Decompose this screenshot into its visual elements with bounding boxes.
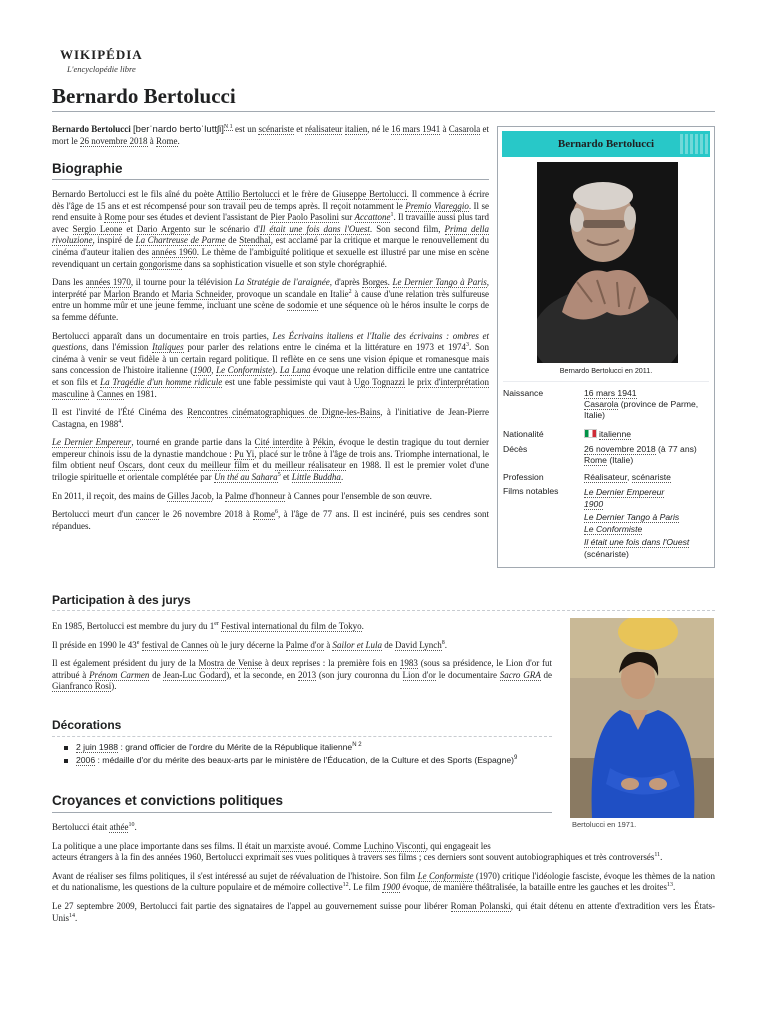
- chartreuse-link[interactable]: La Chartreuse de Parme: [135, 235, 226, 246]
- bio-paragraph-7: Bertolucci meurt d'un cancer le 26 novembre 2018 à Rome$^6$, à l'âge de 77 ans. Il est incinéré, puis ses cendres sont répandues.: [52, 509, 489, 531]
- infobox-title: Bernardo Bertolucci: [502, 131, 710, 157]
- jacob-link[interactable]: Gilles Jacob: [167, 490, 212, 501]
- croyances-content: [52, 822, 715, 931]
- casarola-link[interactable]: Casarola: [448, 124, 481, 134]
- section-jurys-heading: Participation à des jurys: [52, 593, 191, 607]
- decoration-item-1: 2 juin 1988 : grand officier de l'ordre du Mérite de la République italienne$^{N 2}$: [52, 742, 552, 754]
- puyi-link[interactable]: Pu Yi: [234, 448, 255, 459]
- attilio-link[interactable]: Attilio Bertolucci: [216, 189, 280, 199]
- croyances-paragraph-1: Bertolucci était athée$^{10}$.: [52, 822, 137, 832]
- pasolini-link[interactable]: Pier Paolo Pasolini: [270, 212, 339, 223]
- giuseppe-link[interactable]: Giuseppe Bertolucci: [332, 189, 407, 199]
- cite-interdite-link[interactable]: Cité interdite: [254, 437, 303, 448]
- logo-tagline: L'encyclopédie libre: [66, 64, 136, 74]
- gongorisme-link[interactable]: gongorisme: [139, 258, 182, 269]
- jurys-paragraph-2: Il préside en 1990 le 43e festival de Cannes où le jury décerne la Palme d'or à Sailor et Lula de David Lynch$^8$.: [52, 639, 447, 650]
- annees-1960-link[interactable]: années 1960: [151, 246, 197, 257]
- ib-film-link[interactable]: Il était une fois dans l'Ouest: [584, 536, 690, 547]
- marxiste-link[interactable]: marxiste: [273, 840, 305, 851]
- film-strip-icon: [680, 134, 708, 154]
- logo-title: WIKIPÉDIA: [60, 47, 143, 62]
- lynch-link[interactable]: David Lynch: [395, 639, 442, 650]
- prima-link[interactable]: Prima della rivoluzione: [52, 223, 490, 246]
- rosi-link[interactable]: Gianfranco Rosi: [52, 681, 112, 692]
- accattone-link[interactable]: Accattone: [354, 212, 391, 223]
- bio-paragraph-6: En 2011, il reçoit, des mains de Gilles Jacob, la Palme d'honneur à Cannes pour l'ensemble de son œuvre.: [52, 490, 432, 501]
- mostra-1983-link[interactable]: 1983: [399, 658, 418, 669]
- borges-link[interactable]: Borges: [362, 277, 388, 288]
- sahara-link[interactable]: Un thé au Sahara: [213, 472, 278, 483]
- cannes-link[interactable]: Cannes: [97, 388, 124, 399]
- sodomie-link[interactable]: sodomie: [287, 300, 318, 311]
- jurys-content: [52, 621, 552, 700]
- pekin-link[interactable]: Pékin: [312, 437, 334, 448]
- ib-film-link[interactable]: 1900: [584, 499, 604, 510]
- annees-1970-link[interactable]: années 1970: [85, 277, 131, 288]
- godard-link[interactable]: Jean-Luc Godard: [163, 669, 227, 680]
- bio-paragraph-5: Le Dernier Empereur, tourné en grande partie dans la Cité interdite à Pékin, évoque le destin tragique du tout dernier empereur chinois issu de la dynastie mandchoue : Pu Yi, placé sur le trône à l'âge de trois ans. Triomphe international, le film obtient neuf Oscars, dont ceux du meilleur film et du meilleur réalisateur en 1988. Il est le premier volet d'une trilogie spirituelle et orientale complétée par Un thé au Sahara$^5$ et Little Buddha.: [52, 437, 490, 483]
- croyances-paragraph-3: Avant de réaliser ses films politiques, il s'est intéressé au sujet de réévaluation de l'histoire. Son film Le Conformiste (1970) critique l'idéologie fasciste, évoque les thèmes de la nation et du nationalisme, les questions de la culture populaire et de mémoire collective$^{12}$. Le film 1900 évoque, de manière théâtralisée, la bataille entre les gauches et les droites$^{13}$.: [52, 870, 715, 893]
- bio-paragraph-4: Il est l'invité de l'Été Cinéma des Rencontres cinématographiques de Digne-les-Bains, à l'initiative de Jean-Pierre Castagna, en 1988$^4$.: [52, 407, 489, 429]
- bio-paragraph-1: Bernardo Bertolucci est le fils aîné du poète Attilio Bertolucci et le frère de Giuseppe Bertolucci. Il commence à écrire dès l'âge de 15 ans et est récompensé pour son travail peu de temps après. Il reçoit notamment le Premio Viareggio. Il se rend ensuite à Rome pour ses études et devient l'assistant de Pier Paolo Pasolini sur Accattone$^1$. Il travaille aussi plus tard avec Sergio Leone et Dario Argento sur le scénario d'Il était une fois dans l'Ouest. Son second film, Prima della rivoluzione, inspiré de La Chartreuse de Parme de Stendhal, est acclamé par la critique et marque le renouvellement du cinéma d'auteur italien des années 1960. Le thème de l'ambiguïté politique et sexuelle est illustré par une mise en scène revendiquant un certain gongorisme dans sa sophistication visuelle et son style chorégraphié.: [52, 189, 490, 269]
- empereur-link[interactable]: Le Dernier Empereur: [52, 437, 132, 448]
- jurys-paragraph-3: Il est également président du jury de la Mostra de Venise à deux reprises : la première fois en 1983 (sous sa présidence, le Lion d'or fut attribué à Prénom Carmen de Jean-Luc Godard), et la seconde, en 2013 (son jury couronna du Lion d'or le documentaire Sacro GRA de Gianfranco Rosi).: [52, 658, 553, 692]
- bio-paragraph-2: Dans les années 1970, il tourne pour la télévision La Stratégie de l'araignée, d'après Borges. Le Dernier Tango à Paris, interprété par Marlon Brando et Maria Schneider, provoque un scandale en Italie$^2$ à cause d'une relation très sulfureuse entre un homme mûr et une jeune femme, incluant une scène de sodomie et une séquence où le héros insulte le corps de sa femme défunte.: [52, 277, 489, 322]
- tokyo-festival-link[interactable]: Festival international du film de Tokyo: [221, 621, 362, 631]
- intro-paragraph: Bernardo Bertolucci [berˈnardo bertoˈluttʃi]$^{N 1}$ est un scénariste et réalisateur italien, né le 16 mars 1941 à Casarola et mort le 26 novembre 2018 à Rome.: [52, 124, 490, 146]
- infobox-divider: [503, 381, 709, 382]
- croyances-paragraph-2: La politique a une place importante dans ses films. Il était un marxiste avoué. Comme Luchino Visconti, qui engageait les acteurs étrangers à la fin des années 1960, Bertolucci exprimait ses vues politiques à travers ses films ; ces derniers sont souvent autobiographiques et très controversés$^{11}$.: [52, 840, 663, 863]
- prix-link[interactable]: prix d'interprétation masculine: [52, 376, 489, 399]
- athee-link[interactable]: athée: [109, 822, 129, 832]
- stendhal-link[interactable]: Stendhal: [239, 235, 271, 246]
- note-n1-link[interactable]: N 1: [223, 124, 233, 130]
- italy-flag-icon: [584, 429, 597, 438]
- rencontres-link[interactable]: Rencontres cinématographiques de Digne-les-Bains: [187, 407, 381, 418]
- section-divider: [52, 179, 489, 180]
- tango-link[interactable]: Le Dernier Tango à Paris: [392, 277, 487, 288]
- leone-link[interactable]: Sergio Leone: [72, 223, 123, 234]
- decorations-content: [52, 742, 552, 767]
- jurys-paragraph-1: En 1985, Bertolucci est membre du jury du 1er Festival international du film de Tokyo.: [52, 621, 364, 631]
- year-2006-link[interactable]: 2006: [76, 754, 96, 765]
- mostra-2013-link[interactable]: 2013: [298, 669, 317, 680]
- rome-link[interactable]: Rome: [104, 212, 126, 223]
- meilleur-film-link[interactable]: meilleur film: [200, 460, 250, 471]
- portrait-photo-2011[interactable]: [537, 162, 678, 363]
- argento-link[interactable]: Dario Argento: [136, 223, 191, 234]
- palme-or-link[interactable]: Palme d'or: [285, 639, 324, 650]
- ib-scenariste-link[interactable]: scénariste: [631, 472, 671, 482]
- date-1988-link[interactable]: 2 juin 1988: [76, 742, 119, 752]
- meilleur-realisateur-link[interactable]: meilleur réalisateur: [274, 460, 346, 471]
- schneider-link[interactable]: Maria Schneider: [171, 288, 232, 299]
- brando-link[interactable]: Marlon Brando: [103, 288, 160, 299]
- page-title: Bernardo Bertolucci: [52, 84, 236, 108]
- portrait-photo-1971[interactable]: [570, 618, 714, 818]
- ib-birth-date-link[interactable]: 16 mars 1941: [584, 388, 637, 398]
- tragedie-link[interactable]: La Tragédie d'un homme ridicule: [100, 376, 223, 387]
- cancer-link[interactable]: cancer: [135, 509, 160, 520]
- tognazzi-link[interactable]: Ugo Tognazzi: [354, 376, 406, 387]
- conformiste-link-2[interactable]: Le Conformiste: [417, 870, 474, 881]
- buddha-link[interactable]: Little Buddha: [291, 472, 341, 483]
- section-decorations-heading: Décorations: [52, 718, 122, 732]
- wikipedia-logo[interactable]: [60, 47, 143, 74]
- mostra-link[interactable]: Mostra de Venise: [198, 658, 263, 669]
- film-1900-link-2[interactable]: 1900: [382, 882, 401, 893]
- ouest-link[interactable]: Il était une fois dans l'Ouest: [259, 223, 370, 234]
- death-date-link[interactable]: 26 novembre 2018: [80, 135, 148, 146]
- visconti-link[interactable]: Luchino Visconti: [363, 840, 426, 851]
- rome-link-2[interactable]: Rome: [253, 509, 275, 520]
- birth-date-link[interactable]: 16 mars 1941: [391, 124, 441, 134]
- lion-or-link[interactable]: Lion d'or: [402, 669, 436, 680]
- conformiste-link[interactable]: Le Conformiste: [216, 365, 273, 376]
- luna-link[interactable]: La Luna: [279, 365, 311, 376]
- polanski-link[interactable]: Roman Polanski: [450, 900, 511, 911]
- section-croyances-heading: Croyances et convictions politiques: [52, 793, 284, 808]
- biographie-content: [52, 189, 489, 539]
- decoration-item-2: 2006 : médaille d'or du mérite des beaux-arts par le ministère de l'Éducation, de la Culture et des Sports (Espagne)$^9$: [52, 755, 552, 767]
- film-1900-link[interactable]: 1900: [193, 365, 212, 376]
- infobox: Bernardo Bertolucci Bernardo Bertolucci en 2011. Naissance 16 mars 1941 Casarola (province de Parme, Italie) Nationalité italienne Décès 26 novembre 2018 (à 77 ans) Rome (Italie) Profession Réalisateur, scénariste Films notables Le Dernier Empereur 1900 Le Dernier Tango à Paris Le Conformiste Il était une fois dans l'Ouest (scénariste): [497, 126, 715, 568]
- section-divider: [52, 610, 715, 611]
- croyances-paragraph-4: Le 27 septembre 2009, Bertolucci fait partie des signataires de l'appel au gouvernement suisse pour libérer Roman Polanski, qui était détenu en attente d'extradition vers les États-Unis$^{14}$.: [52, 900, 715, 923]
- ib-death-date-link[interactable]: 26 novembre 2018: [584, 444, 656, 454]
- bio-paragraph-3: Bertolucci apparaît dans un documentaire en trois parties, Les Écrivains italiens et l'Italie des écrivains : ombres et questions, dans l'émission Italiques pour parler des relations entre le cinéma et la littérature en 1973 et 1974$^3$. Son cinéma à venir se veut fidèle à un certain regard politique. Il reflète en ce sens une vision épique et romanesque mais sans concession de l'histoire italienne (1900, Le Conformiste). La Luna évoque une relation difficile entre une cantatrice et son fils et La Tragédie d'un homme ridicule est une fable pessimiste qui vaut à Ugo Tognazzi le prix d'interprétation masculine à Cannes en 1981.: [52, 330, 490, 399]
- ib-casarola-link[interactable]: Casarola: [584, 399, 619, 409]
- palme-honneur-link[interactable]: Palme d'honneur: [224, 490, 286, 501]
- realisateur-link[interactable]: réalisateur: [304, 124, 343, 134]
- photo-1971-caption: Bertolucci en 1971.: [572, 820, 637, 829]
- sailor-lula-link[interactable]: Sailor et Lula: [332, 639, 382, 650]
- ib-nationalite-link[interactable]: italienne: [599, 429, 632, 439]
- scenariste-link[interactable]: scénariste: [258, 124, 294, 134]
- prenom-carmen-link[interactable]: Prénom Carmen: [89, 669, 150, 680]
- italien-link[interactable]: italien: [344, 124, 368, 134]
- premio-link[interactable]: Premio Viareggio: [405, 200, 469, 211]
- sacro-gra-link[interactable]: Sacro GRA: [499, 669, 541, 680]
- section-divider: [52, 812, 552, 813]
- ib-rome-link[interactable]: Rome: [584, 455, 607, 465]
- cannes-festival-link[interactable]: festival de Cannes: [141, 639, 208, 650]
- title-divider: [52, 111, 715, 112]
- section-biographie-heading: Biographie: [52, 161, 123, 176]
- rome-link[interactable]: Rome: [156, 135, 178, 146]
- oscars-link[interactable]: Oscars: [118, 460, 143, 471]
- infobox-caption: Bernardo Bertolucci en 2011.: [559, 366, 653, 375]
- section-divider: [52, 736, 552, 737]
- ib-realisateur-link[interactable]: Réalisateur: [584, 472, 627, 482]
- ib-film-link[interactable]: Le Dernier Empereur: [584, 487, 665, 497]
- ib-film-link[interactable]: Le Conformiste: [584, 524, 643, 535]
- italiques-link[interactable]: Italiques: [152, 342, 184, 353]
- ib-film-link[interactable]: Le Dernier Tango à Paris: [584, 511, 680, 522]
